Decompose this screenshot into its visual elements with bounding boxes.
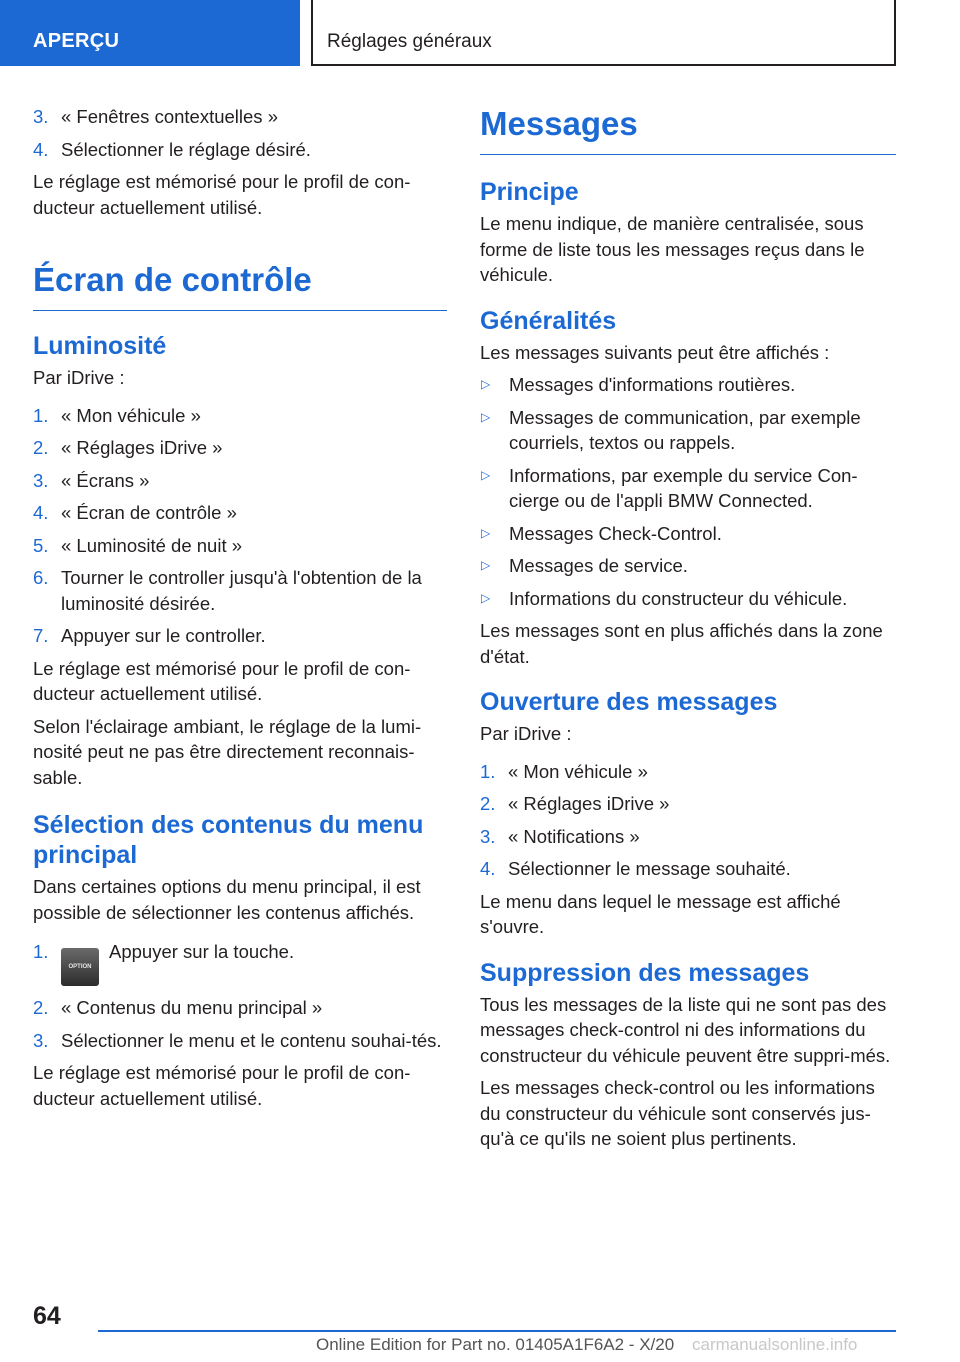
message-types-list — [480, 372, 896, 611]
list-item: 2. « Contenus du menu principal » — [33, 997, 323, 1018]
heading-ouverture-messages: Ouverture des messages — [480, 688, 778, 716]
intro-text: Les messages suivants peut être affichés : — [480, 341, 830, 363]
bullet-triangle-icon: ▷ — [481, 558, 491, 572]
list-item: 6. Tourner le controller jusqu'à l'obtention de la luminosité désirée. — [33, 567, 422, 614]
list-item: 1. « Mon véhicule » — [33, 404, 201, 426]
list-item: ▷ Messages de service. — [480, 553, 896, 579]
heading-selection-contenus: Sélection des contenus du menu principal — [33, 811, 424, 869]
note-text: Les messages sont en plus affichés dans la zone d'état. — [480, 620, 883, 667]
list-item: ▷ Informations du constructeur du véhicule. — [480, 586, 896, 612]
list-item: 4. Sélectionner le message souhaité. — [480, 858, 791, 879]
section-tab[interactable]: APERÇU — [0, 0, 300, 66]
list-item: ▷ Informations, par exemple du service Con‐cierge ou de l'appli BMW Connected. — [481, 464, 858, 511]
footer-divider — [98, 1330, 896, 1332]
intro-text: Dans certaines options du menu principal, il est possible de sélectionner les contenus affichés. — [33, 876, 421, 923]
intro-text: Par iDrive : — [33, 367, 125, 388]
bullet-triangle-icon: ▷ — [481, 467, 491, 482]
bullet-triangle-icon: ▷ — [481, 525, 491, 540]
heading-principe: Principe — [480, 178, 579, 206]
page-number: 64 — [33, 1302, 61, 1330]
note-text: Selon l'éclairage ambiant, le réglage de la lumi‐nosité peut ne pas être directement reconnais‐sable. — [33, 715, 422, 788]
body-text: Les messages check-control ou les informations du constructeur du véhicule sont conservés jus‐qu'à ce qu'ils ne soient plus pertinents. — [480, 1077, 875, 1149]
list-item: 3. « Notifications » — [480, 825, 640, 847]
list-item: 3. « Fenêtres contextuelles » — [33, 106, 278, 127]
list-item: ▷ Messages d'informations routières. — [480, 372, 896, 398]
left-column — [33, 104, 447, 1118]
bullet-triangle-icon: ▷ — [481, 590, 491, 605]
edition-note: Online Edition for Part no. 01405A1F6A2 - X/20 — [316, 1335, 675, 1354]
heading-messages: Messages — [480, 104, 896, 155]
list-item: 5. « Luminosité de nuit » — [33, 534, 243, 556]
body-text: Le menu indique, de manière centralisée, sous forme de liste tous les messages reçus dans le véhicule. — [480, 213, 865, 285]
note-text: Le réglage est mémorisé pour le profil de con‐ducteur actuellement utilisé. — [33, 657, 411, 704]
chapter-title: Réglages généraux — [311, 0, 896, 66]
list-item: ▷ Messages de communication, par exemple courriels, textos ou rappels. — [481, 406, 861, 453]
list-item: 1. « Mon véhicule » — [480, 760, 648, 782]
list-item: 2. « Réglages iDrive » — [480, 793, 670, 814]
heading-ecran-de-controle: Écran de contrôle — [33, 260, 447, 311]
list-item: 4. Sélectionner le réglage désiré. — [33, 138, 311, 160]
watermark: carmanualsonline.info — [692, 1335, 858, 1354]
intro-text: Par iDrive : — [480, 723, 572, 744]
list-item: 3. « Écrans » — [33, 469, 150, 491]
top-steps-list — [33, 104, 447, 162]
list-item: 1. OPTIONAppuyer sur la touche. — [33, 939, 447, 986]
note-text: Le réglage est mémorisé pour le profil de con‐ducteur actuellement utilisé. — [33, 171, 411, 218]
body-text: Tous les messages de la liste qui ne sont pas des messages check-control ni des informations du constructeur du véhicule peuvent être suppri‐més. — [480, 993, 891, 1066]
note-text: Le menu dans lequel le message est affiché s'ouvre. — [480, 890, 841, 937]
heading-luminosite: Luminosité — [33, 332, 167, 360]
ouverture-steps-list — [480, 759, 896, 882]
selection-steps-list — [33, 939, 447, 1053]
list-item: ▷ Messages Check-Control. — [480, 521, 896, 547]
bullet-triangle-icon: ▷ — [481, 377, 491, 391]
luminosite-steps-list — [33, 403, 447, 649]
bullet-triangle-icon: ▷ — [481, 409, 491, 424]
option-button-icon: OPTION — [61, 948, 99, 986]
heading-generalites: Généralités — [480, 306, 617, 335]
heading-suppression-messages: Suppression des messages — [480, 958, 810, 987]
list-item: 3. Sélectionner le menu et le contenu souhai‐tés. — [33, 1029, 442, 1051]
list-item: 2. « Réglages iDrive » — [33, 437, 223, 458]
list-item: 7. Appuyer sur le controller. — [33, 625, 266, 646]
list-item: 4. « Écran de contrôle » — [33, 502, 237, 523]
right-column — [480, 104, 896, 1159]
note-text: Le réglage est mémorisé pour le profil de con‐ducteur actuellement utilisé. — [33, 1062, 411, 1109]
